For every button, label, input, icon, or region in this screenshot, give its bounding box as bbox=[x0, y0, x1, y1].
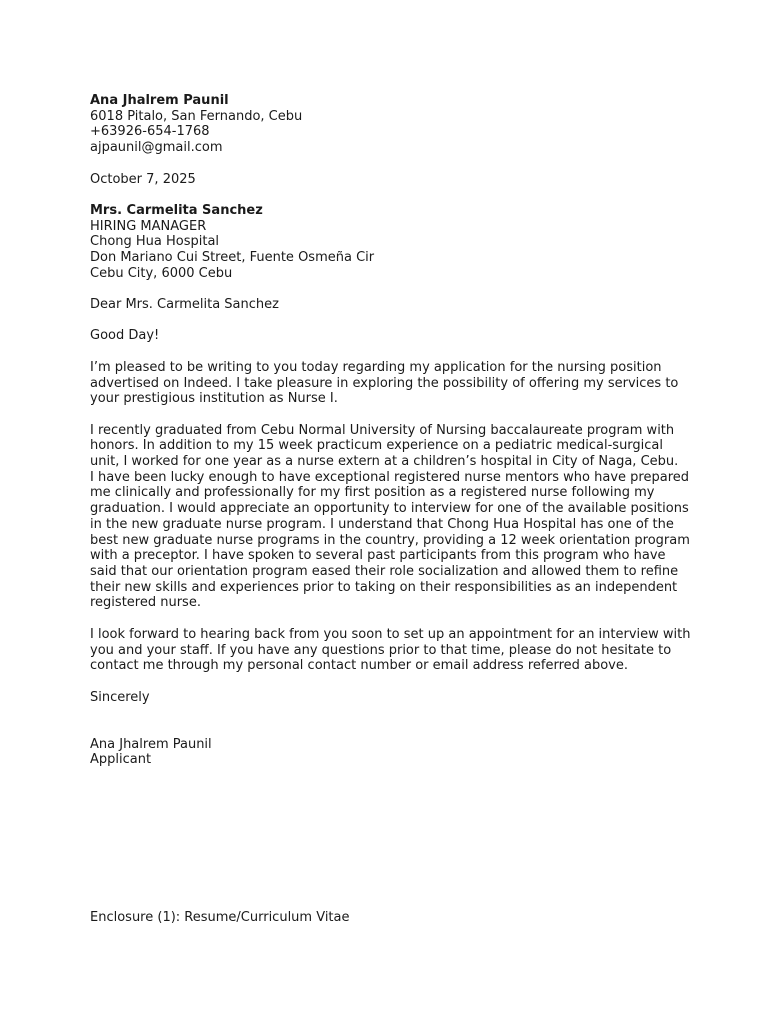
paragraph-line: in the new graduate nurse program. I understand that Chong Hua Hospital has one of the bbox=[90, 516, 674, 532]
spacer bbox=[90, 313, 690, 329]
paragraph-line: I have been lucky enough to have exceptional registered nurse mentors who have prepared bbox=[90, 469, 689, 485]
recipient-block bbox=[90, 203, 690, 282]
signature-role: Applicant bbox=[90, 752, 152, 768]
paragraph-line: their new skills and experiences prior to taking on their responsibilities as an independent bbox=[90, 579, 678, 595]
paragraph-line: me clinically and professionally for my first position as a registered nurse following my bbox=[90, 485, 655, 501]
paragraph-line: honors. In addition to my 15 week practicum experience on a pediatric medical-surgical bbox=[90, 438, 664, 454]
paragraph-line: advertised on Indeed. I take pleasure in exploring the possibility of offering my services to bbox=[90, 375, 679, 391]
letter-body bbox=[90, 93, 690, 768]
paragraph-line: best new graduate nurse programs in the country, providing a 12 week orientation program bbox=[90, 532, 690, 548]
closing: Sincerely bbox=[90, 689, 150, 705]
recipient-city: Cebu City, 6000 Cebu bbox=[90, 265, 233, 281]
paragraph-line: I recently graduated from Cebu Normal University of Nursing baccalaureate program with bbox=[90, 422, 675, 438]
paragraph-line: I look forward to hearing back from you soon to set up an appointment for an interview with bbox=[90, 626, 691, 642]
spacer bbox=[90, 407, 690, 423]
recipient-title: HIRING MANAGER bbox=[90, 218, 207, 234]
paragraph-closing bbox=[90, 627, 690, 674]
enclosure-note: Enclosure (1): Resume/Curriculum Vitae bbox=[90, 910, 350, 925]
sender-name: Ana Jhalrem Paunil bbox=[90, 93, 229, 108]
paragraph-line: graduation. I would appreciate an opportunity to interview for one of the available positions bbox=[90, 501, 689, 517]
paragraph-line: registered nurse. bbox=[90, 595, 201, 611]
paragraph-line: unit, I worked for one year as a nurse extern at a children’s hospital in City of Naga, Cebu. bbox=[90, 454, 679, 470]
paragraph-line: I’m pleased to be writing to you today regarding my application for the nursing position bbox=[90, 359, 662, 375]
spacer bbox=[90, 674, 690, 690]
paragraph-line: you and your staff. If you have any questions prior to that time, please do not hesitate to bbox=[90, 642, 672, 658]
greeting: Good Day! bbox=[90, 328, 160, 344]
sender-block bbox=[90, 93, 690, 156]
paragraph-line: contact me through my personal contact number or email address referred above. bbox=[90, 658, 629, 674]
signature-block bbox=[90, 737, 690, 768]
spacer bbox=[90, 611, 690, 627]
sender-email: ajpaunil@gmail.com bbox=[90, 140, 223, 156]
paragraph-experience bbox=[90, 423, 690, 611]
paragraph-intro bbox=[90, 360, 690, 407]
recipient-name: Mrs. Carmelita Sanchez bbox=[90, 202, 263, 218]
sender-address: 6018 Pitalo, San Fernando, Cebu bbox=[90, 108, 303, 124]
paragraph-line: your prestigious institution as Nurse I. bbox=[90, 391, 338, 407]
recipient-street: Don Mariano Cui Street, Fuente Osmeña Cir bbox=[90, 250, 375, 265]
paragraph-line: with a preceptor. I have spoken to several past participants from this program who have bbox=[90, 548, 666, 564]
spacer bbox=[90, 281, 690, 297]
spacer bbox=[90, 721, 690, 737]
spacer bbox=[90, 187, 690, 203]
signature-name: Ana Jhalrem Paunil bbox=[90, 736, 212, 752]
sender-phone: +63926-654-1768 bbox=[90, 124, 210, 140]
spacer bbox=[90, 344, 690, 360]
spacer bbox=[90, 705, 690, 721]
recipient-organization: Chong Hua Hospital bbox=[90, 234, 220, 250]
letter-date: October 7, 2025 bbox=[90, 171, 196, 187]
salutation: Dear Mrs. Carmelita Sanchez bbox=[90, 297, 279, 313]
paragraph-line: said that our orientation program eased their role socialization and allowed them to refine bbox=[90, 564, 679, 579]
spacer bbox=[90, 156, 690, 172]
